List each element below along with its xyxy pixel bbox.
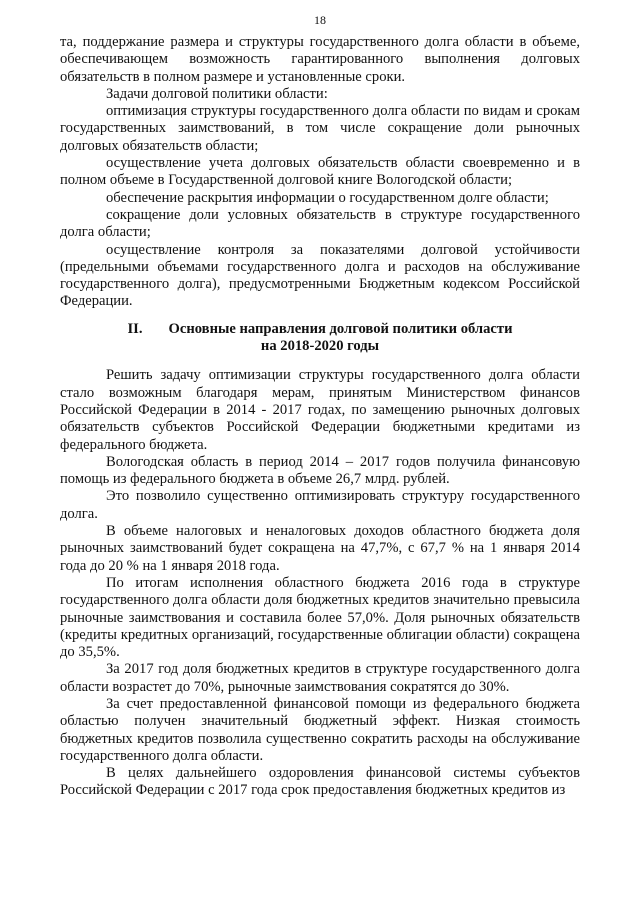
- paragraph: Это позволило существенно оптимизировать структуру государственного долга.: [60, 488, 580, 522]
- section-title-line1: Основные направления долговой политики области: [168, 320, 513, 337]
- paragraph: та, поддержание размера и структуры государственного долга области в объеме, обеспечивающем возможность гарантированного выполнения долговых обязательств в полном размере и установленные сроки.: [60, 34, 580, 85]
- list-item: осуществление учета долговых обязательств области своевременно и в полном объеме в Государственной долговой книге Вологодской области;: [60, 155, 580, 189]
- list-item: сокращение доли условных обязательств в структуре государственного долга области;: [60, 206, 580, 241]
- paragraph: Решить задачу оптимизации структуры государственного долга области стало возможным благодаря мерам, принятым Министерством финансов Российской Федерации в 2014 - 2017 годах, по замещению рыночных долговых обязательств субъектов Российской Федерации бюджетными кредитами из федерального бюджета.: [60, 367, 580, 453]
- paragraph: За 2017 год доля бюджетных кредитов в структуре государственного долга области возрастет до 70%, рыночные заимствования сократятся до 30%.: [60, 661, 580, 695]
- paragraph: В объеме налоговых и неналоговых доходов областного бюджета доля рыночных заимствований будет сокращена на 47,7%, с 67,7 % на 1 января 2014 года до 20 % на 1 января 2018 года.: [60, 523, 580, 574]
- paragraph: За счет предоставленной финансовой помощи из федерального бюджета областью получен значительный бюджетный эффект. Низкая стоимость бюджетных кредитов позволила существенно сократить расходы на обслуживание государственного долга области.: [60, 695, 580, 764]
- list-item: обеспечение раскрытия информации о государственном долге области;: [106, 189, 549, 206]
- list-item: осуществление контроля за показателями долговой устойчивости (предельными объемами государственного долга и расходов на обслуживание государственного долга), предусмотренными Бюджетным кодексом Российской Федерации.: [60, 241, 580, 310]
- paragraph: Задачи долговой политики области:: [106, 85, 328, 102]
- document-body: [60, 34, 580, 800]
- paragraph: В целях дальнейшего оздоровления финансовой системы субъектов Российской Федерации с 2017 года срок предоставления бюджетных кредитов из: [60, 765, 580, 799]
- page-number: 18: [314, 13, 326, 27]
- paragraph: Вологодская область в период 2014 – 2017 годов получила финансовую помощь из федерального бюджета в объеме 26,7 млрд. рублей.: [60, 453, 580, 488]
- list-item: оптимизация структуры государственного долга области по видам и срокам государственных заимствований, в том числе сокращение доли рыночных долговых обязательств области;: [60, 103, 580, 154]
- section-number: II.: [127, 320, 143, 337]
- paragraph: По итогам исполнения областного бюджета 2016 года в структуре государственного долга области доля бюджетных кредитов значительно превысила рыночные заимствования и составила более 57,0%. Доля рыночных обязательств (кредиты кредитных организаций, государственные облигации области) сокращена до 35,5%.: [60, 574, 580, 661]
- section-title-line2: на 2018-2020 годы: [260, 338, 380, 355]
- section-heading: [60, 321, 580, 356]
